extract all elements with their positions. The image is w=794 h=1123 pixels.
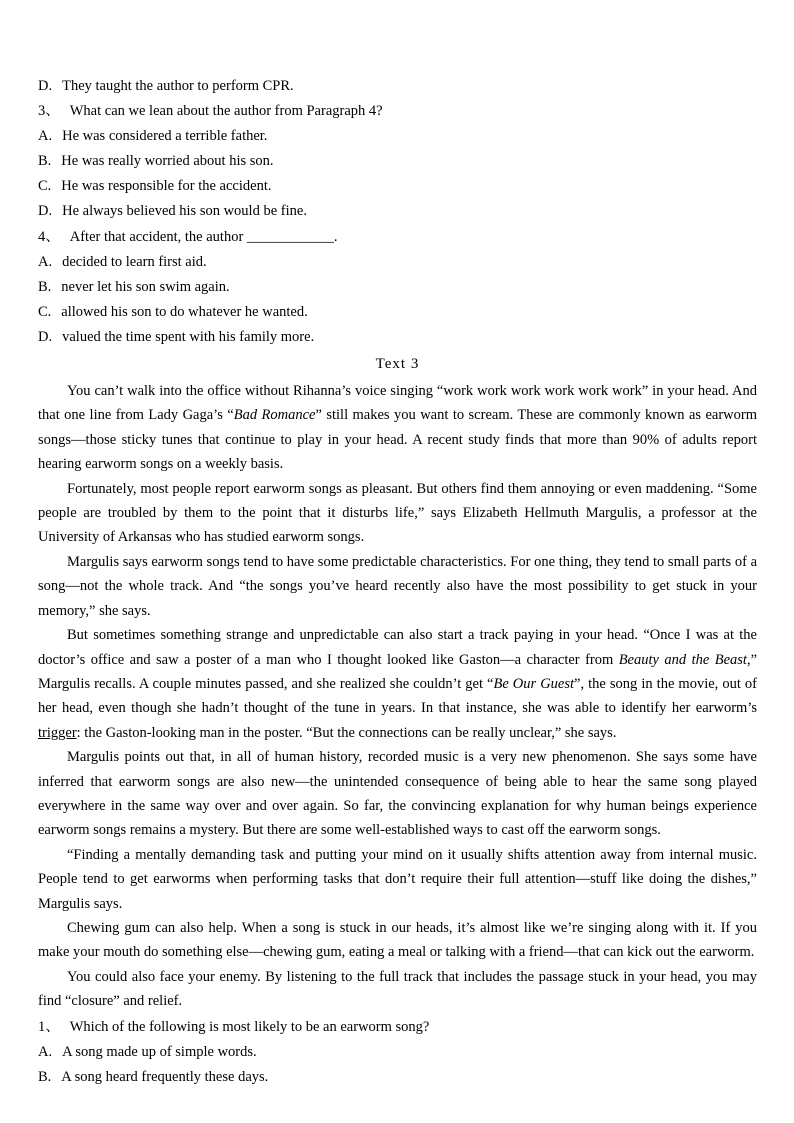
option-label: C. <box>38 178 52 195</box>
option-text: He was considered a terrible father. <box>62 128 268 145</box>
question-text: After that accident, the author ____________. <box>69 228 338 245</box>
option-line <box>38 74 757 99</box>
option-text: decided to learn first aid. <box>62 253 207 270</box>
option-line <box>38 275 757 300</box>
question-text: What can we lean about the author from Paragraph 4? <box>69 103 383 120</box>
question-block-bottom <box>38 1015 757 1090</box>
passage-body <box>38 379 757 1014</box>
option-label: A. <box>38 253 53 270</box>
option-text: allowed his son to do whatever he wanted. <box>61 303 308 320</box>
option-label: B. <box>38 278 52 295</box>
passage-heading: Text 3 <box>375 356 420 373</box>
option-line <box>38 1065 757 1090</box>
passage-paragraph: But sometimes something strange and unpredictable can also start a track paying in your head. “Once I was at the doctor’s office and saw a poster of a man who I thought looked like Gaston—a character from Beauty and the Beast,” Margulis recalls. A couple minutes passed, and she realized she couldn’t get “Be Our Guest”, the song in the movie, out of her head, even though she hadn’t thought of the tune in years. In that instance, she was able to identify her earworm’s trigger: the Gaston-looking man in the poster. “But the connections can be really unclear,” she says. <box>38 627 757 741</box>
option-label: B. <box>38 153 52 170</box>
question-number: 1、 <box>38 1018 60 1035</box>
option-line <box>38 174 757 199</box>
option-text: They taught the author to perform CPR. <box>62 78 294 94</box>
option-text: He was responsible for the accident. <box>61 178 272 195</box>
question-block-top <box>38 74 757 350</box>
option-text: never let his son swim again. <box>61 278 230 295</box>
option-line <box>38 250 757 275</box>
passage-paragraph: Chewing gum can also help. When a song is stuck in our heads, it’s almost like we’re singing along with it. If you make your mouth do something else—chewing gum, eating a meal or talking with a friend—that can kick out the earworm. <box>38 919 757 961</box>
option-text: A song made up of simple words. <box>62 1043 257 1060</box>
option-text: A song heard frequently these days. <box>61 1068 269 1085</box>
question-number: 3、 <box>38 103 60 120</box>
option-line <box>38 199 757 224</box>
option-text: He was really worried about his son. <box>61 153 274 170</box>
option-label: D. <box>38 78 53 94</box>
question-text: Which of the following is most likely to be an earworm song? <box>69 1018 430 1035</box>
option-label: B. <box>38 1068 52 1085</box>
question-line <box>38 225 757 250</box>
passage-paragraph: Margulis points out that, in all of human history, recorded music is a very new phenomenon. She says some have inferred that earworm songs are also new—the unintended consequence of being able to hear the same song played everywhere in the same way over and over again. So far, the convincing explanation for why human beings experience earworm songs remains a mystery. But there are some well-established ways to cast off the earworm songs. <box>38 749 757 839</box>
passage-paragraph: Margulis says earworm songs tend to have some predictable characteristics. For one thing, they tend to small parts of a song—not the whole track. And “the songs you’ve heard recently also have the most possibility to get stuck in your memory,” she says. <box>38 553 757 619</box>
option-line <box>38 149 757 174</box>
option-label: C. <box>38 303 52 320</box>
option-line <box>38 325 757 350</box>
option-label: A. <box>38 1043 53 1060</box>
question-line <box>38 1015 757 1040</box>
option-line <box>38 124 757 149</box>
question-line <box>38 99 757 124</box>
passage-paragraph: You could also face your enemy. By listening to the full track that includes the passage stuck in your head, you may find “closure” and relief. <box>38 968 757 1010</box>
option-line <box>38 300 757 325</box>
option-line <box>38 1040 757 1065</box>
question-number: 4、 <box>38 228 60 245</box>
option-text: valued the time spent with his family more. <box>62 328 315 345</box>
option-label: D. <box>38 328 53 345</box>
passage-paragraph: “Finding a mentally demanding task and putting your mind on it usually shifts attention away from internal music. People tend to get earworms when performing tasks that don’t require their full attention—stuff like doing the dishes,” Margulis says. <box>38 846 757 912</box>
option-label: D. <box>38 203 53 220</box>
option-label: A. <box>38 128 53 145</box>
option-text: He always believed his son would be fine. <box>62 203 307 220</box>
passage-paragraph: Fortunately, most people report earworm songs as pleasant. But others find them annoying or even maddening. “Some people are troubled by them to the point that it disturbs life,” says Elizabeth Hellmuth Margulis, a professor at the University of Arkansas who has studied earworm songs. <box>38 480 757 546</box>
passage-paragraph: You can’t walk into the office without Rihanna’s voice singing “work work work work work work” in your head. And that one line from Lady Gaga’s “Bad Romance” still makes you want to scream. These are commonly known as earworm songs—those sticky tunes that continue to play in your head. A recent study finds that more than 90% of adults report hearing earworm songs on a weekly basis. <box>38 383 757 473</box>
